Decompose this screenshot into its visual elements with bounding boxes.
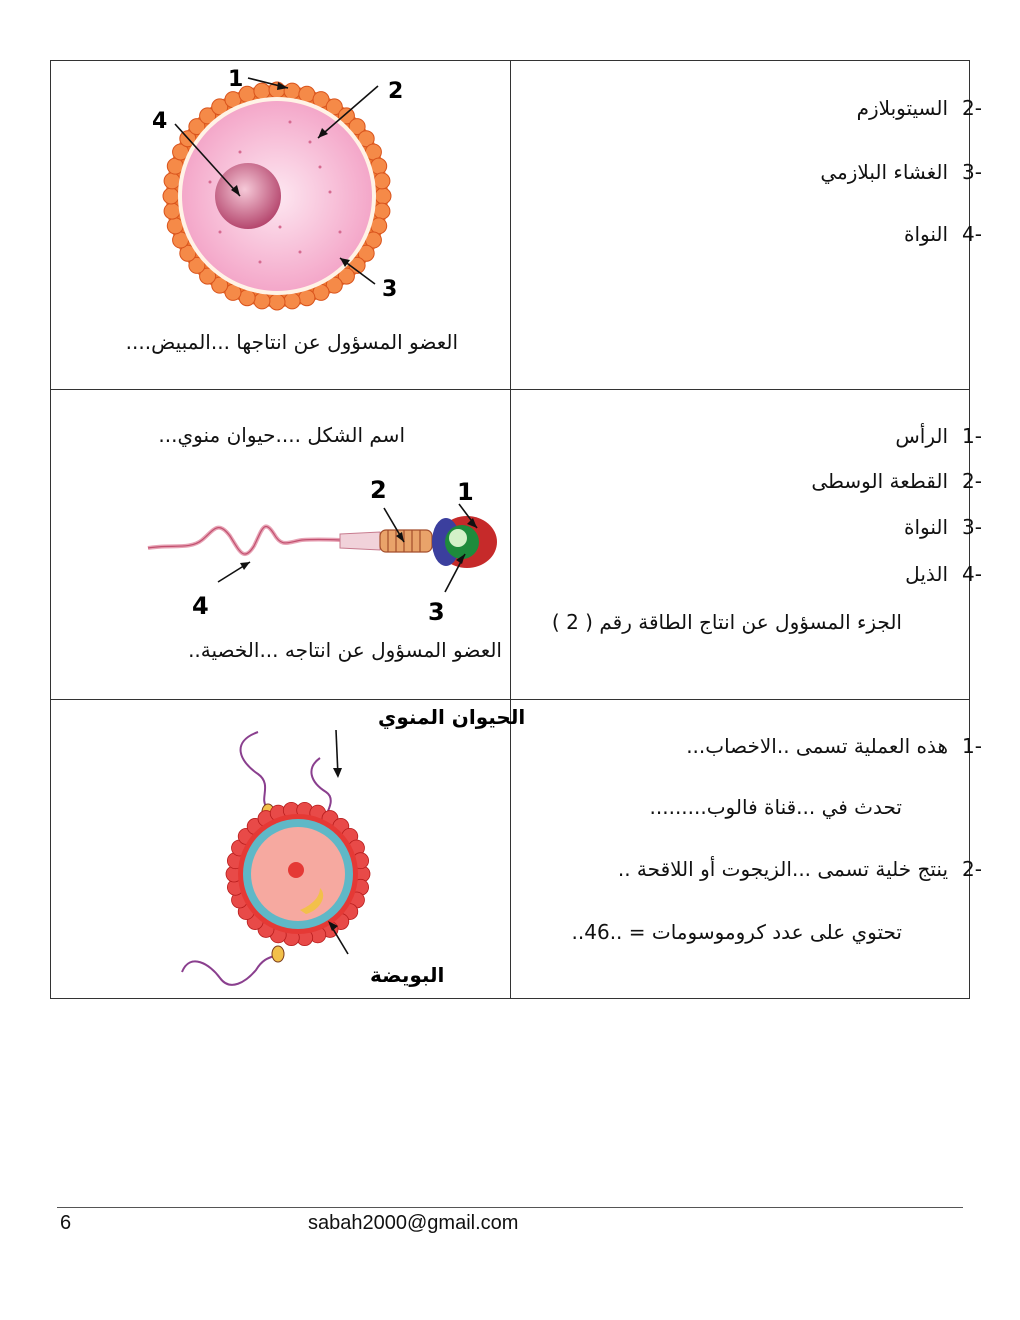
row1-item-4: -4النواة xyxy=(903,222,982,246)
sperm-figure-label: الحيوان المنوي xyxy=(378,705,526,729)
row2-caption: العضو المسؤول عن انتاجه ...الخصية.. xyxy=(188,638,502,662)
nucleus xyxy=(215,163,281,229)
row1-caption: العضو المسؤول عن انتاجها ...المبيض.... xyxy=(125,330,458,354)
sperm-label-1: 1 xyxy=(457,478,474,506)
page-number: 6 xyxy=(60,1212,72,1234)
egg-figure-label: البويضة xyxy=(370,963,445,987)
sperm-tail-bottom xyxy=(182,956,274,985)
row1-item-2: -2السيتوبلازم xyxy=(856,96,982,120)
fertilization-figure xyxy=(170,702,526,998)
row2-item-4: -4الذيل xyxy=(905,562,982,586)
footer-email: sabah2000@gmail.com xyxy=(308,1212,519,1234)
row1-item-3: -3الغشاء البلازمي xyxy=(820,160,982,184)
row2-item-1: -1الرأس xyxy=(895,424,982,448)
egg-cell-figure xyxy=(140,62,420,322)
footer-rule xyxy=(57,1207,963,1208)
row2-energy-question: الجزء المسؤول عن انتاج الطاقة رقم ( 2 ) xyxy=(551,610,902,634)
egg-nucleus xyxy=(288,862,304,878)
sperm-figure xyxy=(140,470,510,630)
sperm-label-3: 3 xyxy=(428,598,445,626)
egg-label-1: 1 xyxy=(228,67,244,92)
column-divider xyxy=(510,61,511,998)
row3-line4: تحتوي على عدد كروموسومات = ..46.. xyxy=(571,920,902,944)
row3-line1: -1هذه العملية تسمى ..الاخصاب... xyxy=(686,734,982,758)
sperm-label-4: 4 xyxy=(192,592,209,620)
egg-label-4: 4 xyxy=(152,109,168,134)
row3-line3: -2ينتج خلية تسمى ...الزيجوت أو اللاقحة .. xyxy=(617,857,982,881)
row2-shape-name: اسم الشكل ....حيوان منوي... xyxy=(158,423,405,447)
row-divider-1 xyxy=(51,389,969,390)
sperm-label-2: 2 xyxy=(370,476,387,504)
egg-label-2: 2 xyxy=(388,79,404,104)
sperm-tail-left xyxy=(241,732,266,806)
row-divider-2 xyxy=(51,699,969,700)
row3-line2: تحدث في ...قناة فالوب......... xyxy=(649,795,902,819)
row2-item-2: -2القطعة الوسطى xyxy=(811,469,982,493)
row2-item-3: -3النواة xyxy=(903,515,982,539)
egg-label-3: 3 xyxy=(382,277,398,302)
